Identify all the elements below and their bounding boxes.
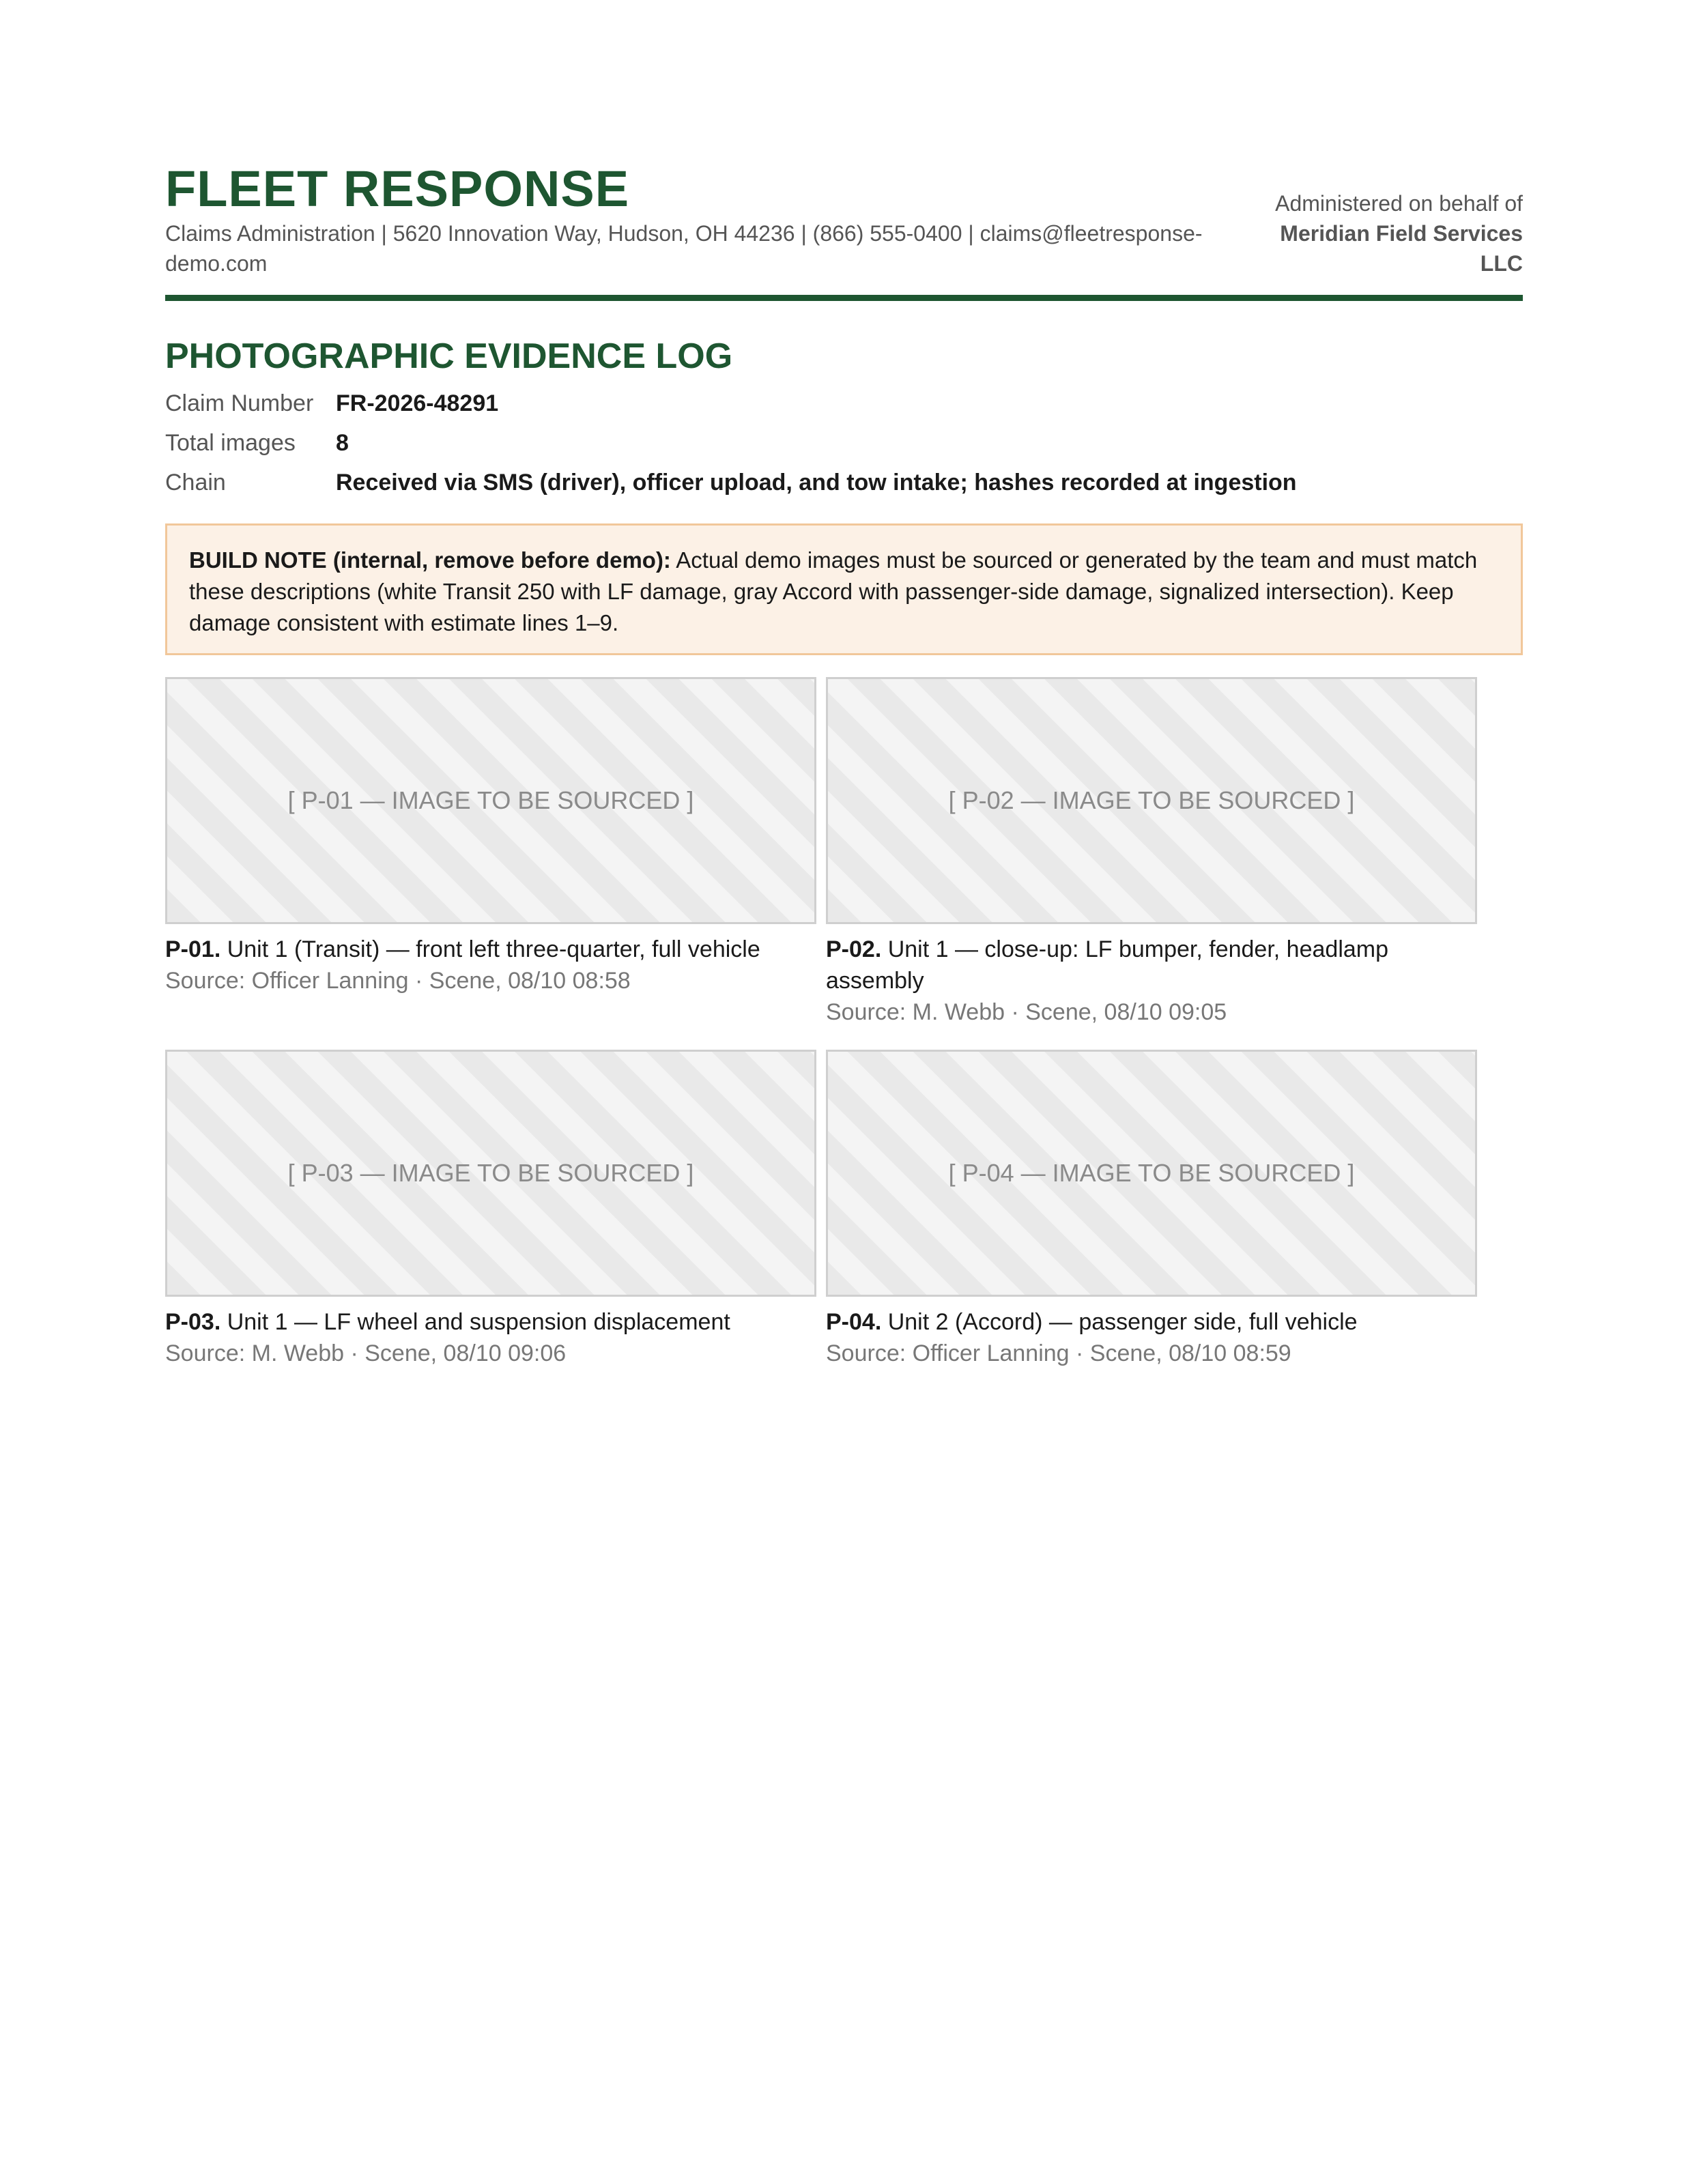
contact-line: Claims Administration | 5620 Innovation Way, Hudson, OH 44236 | (866) 555-0400 | claims@fleetresponse-demo.com — [165, 221, 1203, 276]
meta-value: 8 — [336, 429, 349, 456]
photo-description: Unit 1 — close-up: LF bumper, fender, headlamp assembly — [826, 936, 1389, 994]
claim-meta — [165, 384, 1523, 502]
meta-label: Claim Number — [165, 390, 314, 416]
photo-description: Unit 2 (Accord) — passenger side, full vehicle — [887, 1309, 1358, 1335]
placeholder-label: [ P-03 — IMAGE TO BE SOURCED ] — [287, 1159, 694, 1187]
photo-source: Source: M. Webb · Scene, 08/10 09:06 — [165, 1340, 567, 1366]
photo-entry-p03 — [165, 1050, 816, 1369]
photo-caption — [826, 934, 1477, 996]
photo-description: Unit 1 — LF wheel and suspension displacement — [227, 1309, 730, 1335]
photo-id: P-01. — [165, 936, 221, 962]
photo-entry-p04 — [826, 1050, 1477, 1369]
image-placeholder — [826, 1050, 1477, 1297]
placeholder-label: [ P-01 — IMAGE TO BE SOURCED ] — [287, 786, 694, 814]
meta-row-total-images — [165, 423, 1523, 463]
build-note-text: Actual demo images must be sourced or generated by the team and must match these descriptions (white Transit 250 with LF damage, gray Accord with passenger-side damage, signalized intersection). Keep damage consistent with estimate lines 1–9. — [189, 547, 1478, 635]
document-title: PHOTOGRAPHIC EVIDENCE LOG — [165, 336, 733, 376]
build-note-label: BUILD NOTE (internal, remove before demo): — [189, 547, 671, 573]
meta-row-chain — [165, 463, 1523, 502]
behalf-prefix: Administered on behalf of — [1275, 191, 1523, 216]
photo-id: P-03. — [165, 1309, 221, 1335]
photo-description: Unit 1 (Transit) — front left three-quarter, full vehicle — [227, 936, 760, 962]
photo-source: Source: Officer Lanning · Scene, 08/10 08:58 — [165, 968, 631, 994]
build-note — [165, 523, 1523, 655]
photo-id: P-04. — [826, 1309, 882, 1335]
photo-caption — [826, 1306, 1477, 1338]
meta-label: Total images — [165, 429, 296, 456]
page-content — [165, 0, 1523, 1366]
administered-on-behalf — [1236, 188, 1523, 278]
meta-value: FR-2026-48291 — [336, 390, 499, 416]
image-placeholder — [165, 677, 816, 924]
photo-caption — [165, 1306, 816, 1338]
photo-source: Source: Officer Lanning · Scene, 08/10 08:59 — [826, 1340, 1291, 1366]
photo-id: P-02. — [826, 936, 882, 962]
meta-row-claim-number — [165, 384, 1523, 423]
image-placeholder — [165, 1050, 816, 1297]
brand-name: FLEET RESPONSE — [165, 160, 630, 217]
photo-entry-p02 — [826, 677, 1477, 1028]
meta-value: Received via SMS (driver), officer upload, and tow intake; hashes recorded at ingestion — [336, 469, 1297, 495]
photo-entry-p01 — [165, 677, 816, 996]
meta-label: Chain — [165, 469, 226, 495]
header-divider — [165, 295, 1523, 301]
placeholder-label: [ P-02 — IMAGE TO BE SOURCED ] — [948, 786, 1355, 814]
photo-source: Source: M. Webb · Scene, 08/10 09:05 — [826, 999, 1227, 1025]
placeholder-label: [ P-04 — IMAGE TO BE SOURCED ] — [948, 1159, 1355, 1187]
letterhead — [165, 0, 1523, 300]
behalf-organization: Meridian Field Services LLC — [1280, 221, 1523, 276]
image-placeholder — [826, 677, 1477, 924]
photo-caption — [165, 934, 816, 965]
